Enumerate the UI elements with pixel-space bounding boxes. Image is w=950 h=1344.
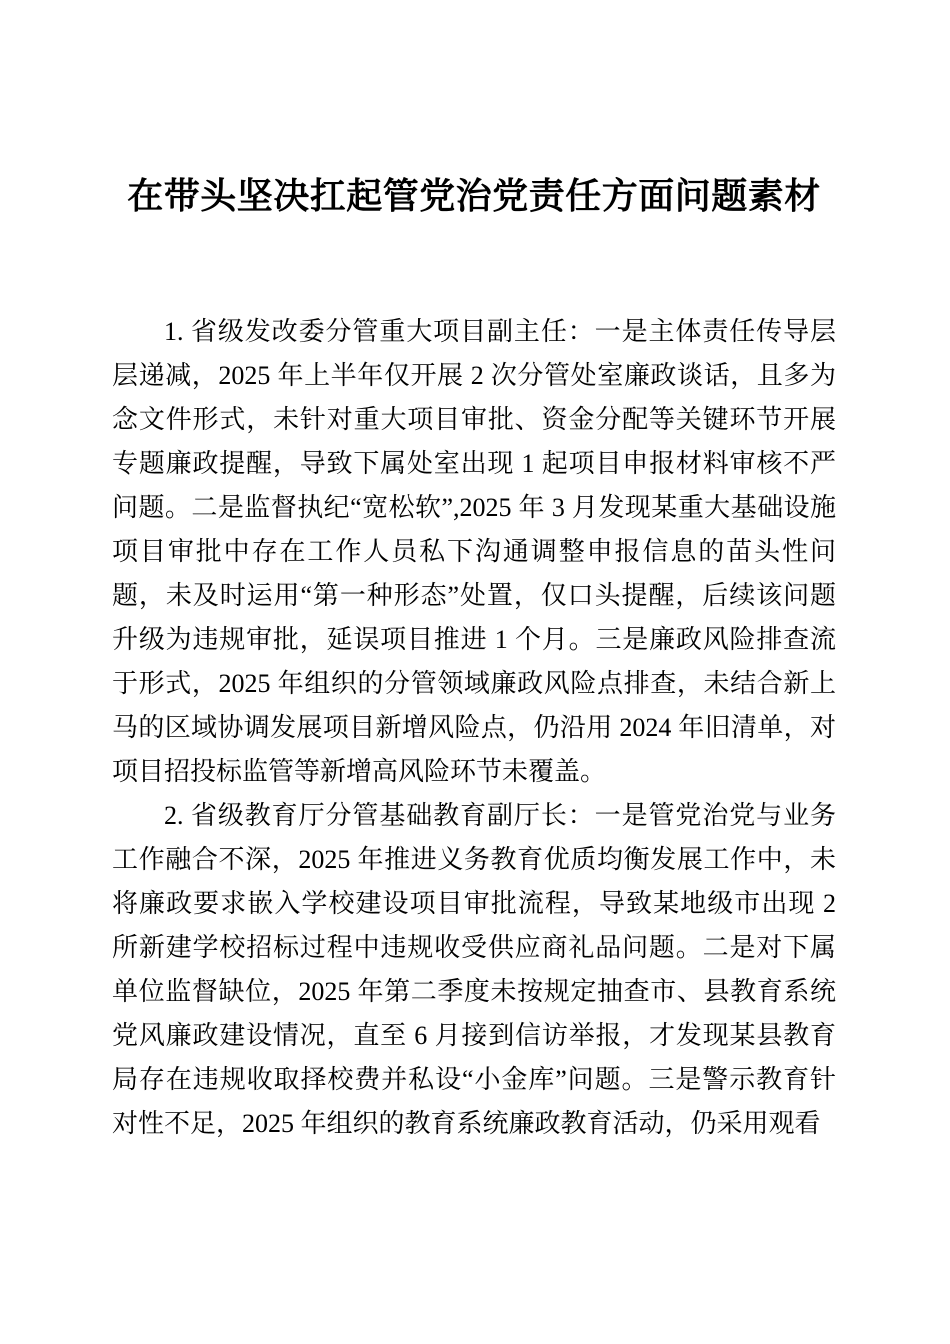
paragraph-2: 2. 省级教育厅分管基础教育副厅长：一是管党治党与业务工作融合不深，2025 年推进义务教育优质均衡发展工作中，未将廉政要求嵌入学校建设项目审批流程，导致某地级市出现 2 所新建学校招标过程中违规收受供应商礼品问题。二是对下属单位监督缺位，2025 年第二季度未按规定抽查市、县教育系统党风廉政建设情况，直至 6 月接到信访举报，才发现某县教育局存在违规收取择校费并私设“小金库”问题。三是警示教育针对性不足，2025 年组织的教育系统廉政教育活动，仍采用观看 (112, 801, 836, 1138)
document-body (112, 310, 836, 1146)
page-title: 在带头坚决扛起管党治党责任方面问题素材 (127, 175, 821, 216)
paragraph-1: 1. 省级发改委分管重大项目副主任：一是主体责任传导层层递减，2025 年上半年仅开展 2 次分管处室廉政谈话，且多为念文件形式，未针对重大项目审批、资金分配等关键环节开展专题廉政提醒，导致下属处室出现 1 起项目申报材料审核不严问题。二是监督执纪“宽松软”,2025 年 3 月发现某重大基础设施项目审批中存在工作人员私下沟通调整申报信息的苗头性问题，未及时运用“第一种形态”处置，仅口头提醒，后续该问题升级为违规审批，延误项目推进 1 个月。三是廉政风险排查流于形式，2025 年组织的分管领域廉政风险点排查，未结合新上马的区域协调发展项目新增风险点，仍沿用 2024 年旧清单，对项目招投标监管等新增高风险环节未覆盖。 (112, 317, 836, 786)
